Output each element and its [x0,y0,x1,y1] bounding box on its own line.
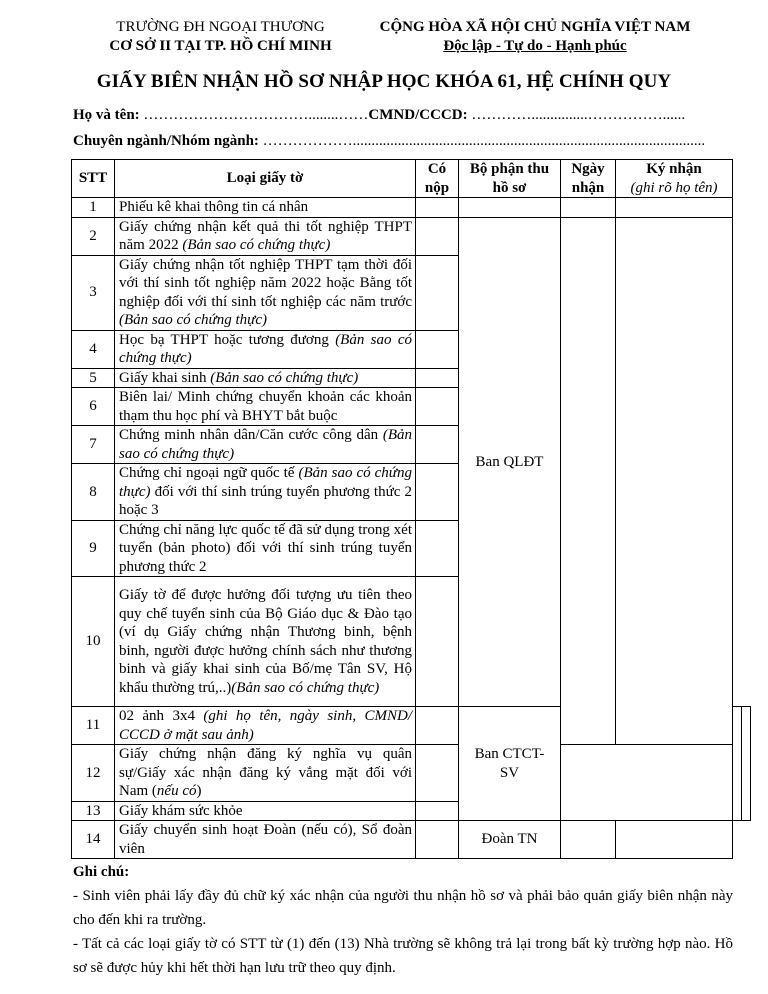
table-row [72,821,751,859]
national-motto: Độc lập - Tự do - Hạnh phúc [443,38,627,54]
table-header-row [72,160,751,198]
nation-name: CỘNG HÒA XÃ HỘI CHỦ NGHĨA VIỆT NAM [379,19,691,35]
row-number: 9 [72,520,115,577]
submitted-cell[interactable] [416,520,459,577]
submitted-cell[interactable] [416,707,459,745]
notes-section [73,860,733,980]
header-document-type: Loại giấy tờ [115,160,416,198]
national-motto-header [365,18,705,56]
id-label: CMND/CCCD: [368,107,468,123]
document-type: Chứng minh nhân dân/Căn cước công dân (Bản sao có chứng thực) [115,426,416,464]
signature-cell[interactable] [742,707,751,821]
submitted-cell[interactable] [416,426,459,464]
table-row [72,745,751,802]
header-received-date: Ngày nhận [561,160,616,198]
document-type: 02 ảnh 3x4 (ghi họ tên, ngày sinh, CMND/ CCCD ở mặt sau ảnh) [115,707,416,745]
document-type: Giấy chứng nhận tốt nghiệp THPT tạm thời đối với thí sinh tốt nghiệp năm 2022 hoặc Bằng tốt nghiệp đối với thí sinh tốt nghiệp các năm trước (Bản sao có chứng thực) [115,255,416,330]
table-row [72,198,751,218]
row-number: 13 [72,801,115,821]
row-number: 4 [72,330,115,368]
row-number: 7 [72,426,115,464]
campus-name: CƠ SỞ II TẠI TP. HỒ CHÍ MINH [109,38,332,54]
document-type: Chứng chỉ ngoại ngữ quốc tế (Bản sao có chứng thực) đối với thí sinh trúng tuyển phương thức 2 hoặc 3 [115,464,416,521]
note-item: - Tất cả các loại giấy tờ có STT từ (1) đến (13) Nhà trường sẽ không trả lại trong bất kỳ trường hợp nào. Hồ sơ sẽ được hủy khi hết thời hạn lưu trữ theo quy định. [73,936,733,976]
date-cell[interactable] [561,198,616,218]
submitted-cell[interactable] [416,388,459,426]
id-field[interactable]: …………...............……………...... [471,107,686,123]
document-type: Phiếu kê khai thông tin cá nhân [115,198,416,218]
header-signature: Ký nhận (ghi rõ họ tên) [616,160,733,198]
dept-cell [459,198,561,218]
submitted-cell[interactable] [416,198,459,218]
submitted-cell[interactable] [416,255,459,330]
document-type: Giấy chuyển sinh hoạt Đoàn (nếu có), Sổ đoàn viên [115,821,416,859]
submitted-cell[interactable] [416,801,459,821]
dept-qldt-cell: Ban QLĐT [459,217,561,707]
signature-cell[interactable] [616,821,733,859]
major-field[interactable]: ……………….............................................................................................. [262,133,706,149]
document-title: GIẤY BIÊN NHẬN HỒ SƠ NHẬP HỌC KHÓA 61, HỆ CHÍNH QUY [96,71,672,92]
row-number: 10 [72,577,115,707]
row-number: 6 [72,388,115,426]
document-type: Giấy khai sinh (Bản sao có chứng thực) [115,368,416,388]
header-receiving-dept: Bộ phận thu hồ sơ [459,160,561,198]
date-cell[interactable] [561,217,616,745]
signature-cell[interactable] [616,198,733,218]
date-cell[interactable] [561,821,616,859]
row-number: 14 [72,821,115,859]
submitted-cell[interactable] [416,330,459,368]
row-number: 1 [72,198,115,218]
document-type: Giấy khám sức khỏe [115,801,416,821]
dept-doan-cell: Đoàn TN [459,821,561,859]
dept-ctct-cell: Ban CTCT-SV [459,707,561,821]
row-number: 11 [72,707,115,745]
header-stt: STT [72,160,115,198]
submitted-cell[interactable] [416,577,459,707]
notes-heading: Ghi chú: [73,864,130,880]
school-name: TRƯỜNG ĐH NGOẠI THƯƠNG [116,19,325,35]
name-field[interactable]: ……………………………........…… [143,107,369,123]
document-type: Giấy chứng nhận kết quả thi tốt nghiệp THPT năm 2022 (Bản sao có chứng thực) [115,217,416,255]
submitted-cell[interactable] [416,368,459,388]
table-row [72,217,751,255]
date-cell[interactable] [733,707,742,821]
submitted-cell[interactable] [416,745,459,802]
note-item: - Sinh viên phải lấy đầy đủ chữ ký xác nhận của người thu nhận hồ sơ và phải bảo quản giấy biên nhận này cho đến khi ra trường. [73,888,733,928]
submitted-cell[interactable] [416,464,459,521]
document-checklist-table [71,159,751,859]
document-type: Giấy chứng nhận đăng ký nghĩa vụ quân sự/Giấy xác nhận đăng ký vắng mặt đối với Nam (nếu có) [115,745,416,802]
submitted-cell[interactable] [416,217,459,255]
name-label: Họ và tên: [73,107,140,123]
major-line [73,133,705,150]
row-number: 2 [72,217,115,255]
major-label: Chuyên ngành/Nhóm ngành: [73,133,259,149]
document-type: Giấy tờ để được hưởng đối tượng ưu tiên theo quy chế tuyển sinh của Bộ Giáo dục & Đào tạo (ví dụ Giấy chứng nhận Thương binh, bệnh binh, người được hưởng chính sách như thương binh và giấy khai sinh của Bố/mẹ Tân SV, Hộ khẩu thường trú,..)(Bản sao có chứng thực) [115,577,416,707]
name-id-line [73,107,685,124]
row-number: 12 [72,745,115,802]
document-type: Biên lai/ Minh chứng chuyển khoản các khoản thạm thu học phí và BHYT bắt buộc [115,388,416,426]
row-number: 5 [72,368,115,388]
row-number: 8 [72,464,115,521]
table-row [72,801,751,821]
document-type: Chứng chỉ năng lực quốc tế đã sử dụng trong xét tuyển (bản photo) đối với thí sinh trúng tuyển phương thức 2 [115,520,416,577]
submitted-cell[interactable] [416,821,459,859]
school-header [88,18,353,56]
document-type: Học bạ THPT hoặc tương đương (Bản sao có chứng thực) [115,330,416,368]
header-submitted: Có nộp [416,160,459,198]
row-number: 3 [72,255,115,330]
signature-cell[interactable] [616,217,733,745]
